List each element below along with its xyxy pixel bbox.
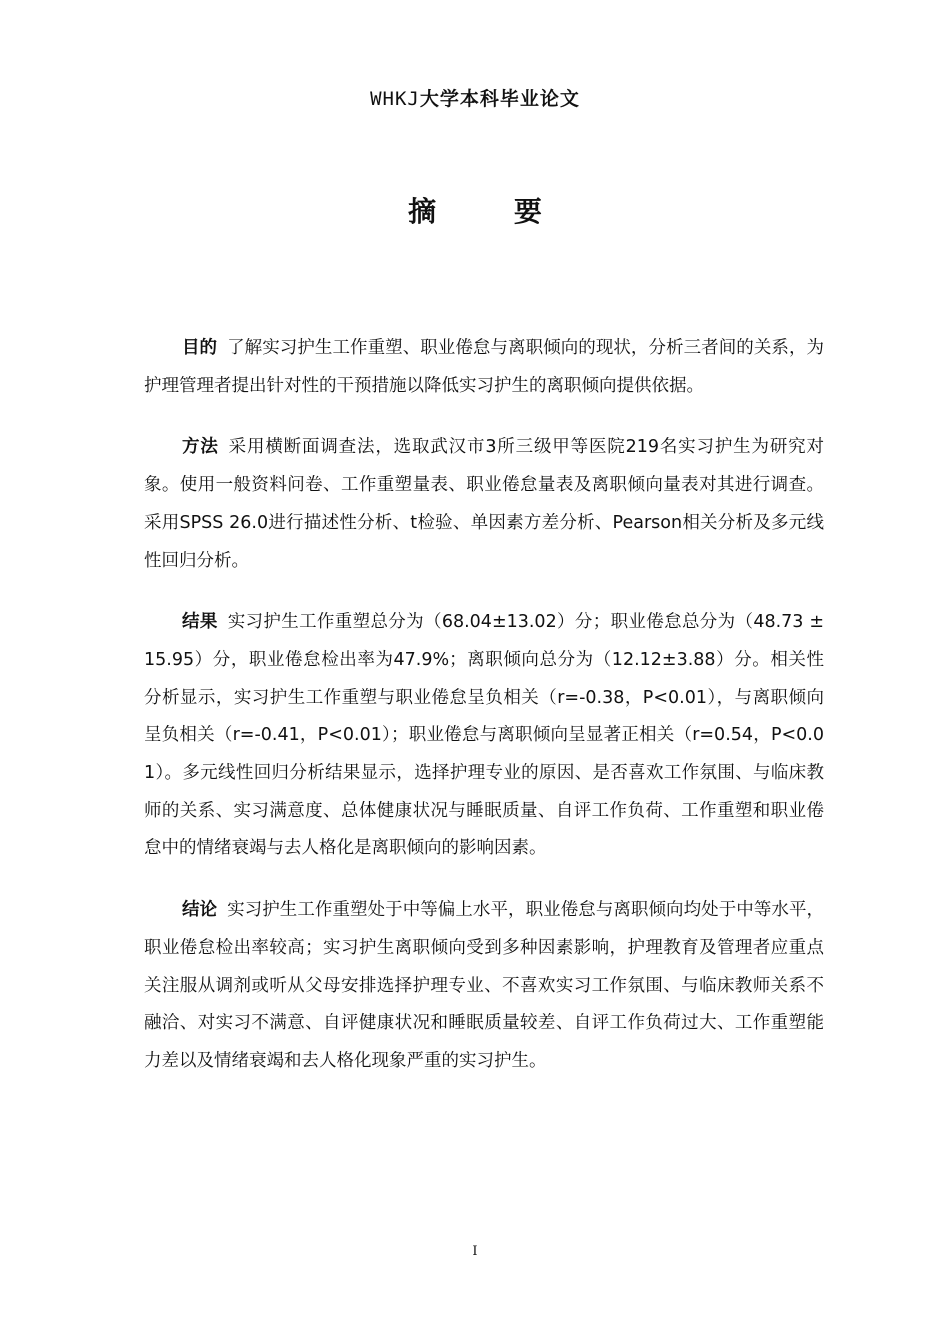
page-number: I: [472, 1244, 478, 1259]
abstract-section-methods: [144, 429, 824, 580]
section-label-conclusion: 结论: [182, 900, 218, 921]
abstract-section-results: [144, 604, 824, 868]
section-label-objective: 目的: [182, 338, 218, 358]
section-text-results: 实习护生工作重塑总分为（68.04±13.02）分；职业倦怠总分为（48.73 ± 15.95）分，职业倦怠检出率为47.9%；离职倾向总分为（12.12±3.88）分。相关性分析显示，实习护生工作重塑与职业倦怠呈负相关（r=-0.38，P<0.01），与离职倾向呈负相关（r=-0.41，P<0.01）；职业倦怠与离职倾向呈显著正相关（r=0.54，P<0.01）。多元线性回归分析结果显示，选择护理专业的原因、是否喜欢工作氛围、与临床教师的关系、实习满意度、总体健康状况与睡眠质量、自评工作负荷、工作重塑和职业倦怠中的情绪衰竭与去人格化是离职倾向的影响因素。: [144, 612, 825, 859]
header-prefix: WHKJ: [370, 88, 420, 110]
section-label-results: 结果: [182, 612, 218, 633]
section-text-methods: 采用横断面调查法，选取武汉市3所三级甲等医院219名实习护生为研究对象。使用一般资料问卷、工作重塑量表、职业倦怠量表及离职倾向量表对其进行调查。采用SPSS 26.0进行描述性分析、t检验、单因素方差分析、Pearson相关分析及多元线性回归分析。: [144, 437, 824, 571]
section-text-conclusion: 实习护生工作重塑处于中等偏上水平，职业倦怠与离职倾向均处于中等水平，职业倦怠检出率较高；实习护生离职倾向受到多种因素影响，护理教育及管理者应重点关注服从调剂或听从父母安排选择护理专业、不喜欢实习工作氛围、与临床教师关系不融洽、对实习不满意、自评健康状况和睡眠质量较差、自评工作负荷过大、工作重塑能力差以及情绪衰竭和去人格化现象严重的实习护生。: [144, 900, 825, 1071]
abstract-section-objective: [144, 330, 824, 405]
abstract-title: 摘 要: [408, 195, 576, 228]
section-text-objective: 了解实习护生工作重塑、职业倦怠与离职倾向的现状，分析三者间的关系，为护理管理者提出针对性的干预措施以降低实习护生的离职倾向提供依据。: [144, 338, 825, 396]
document-header: [0, 84, 950, 111]
header-university-title: 大学本科毕业论文: [419, 88, 580, 110]
abstract-section-conclusion: [144, 892, 824, 1081]
section-label-methods: 方法: [182, 437, 219, 458]
abstract-body: [144, 330, 824, 1105]
